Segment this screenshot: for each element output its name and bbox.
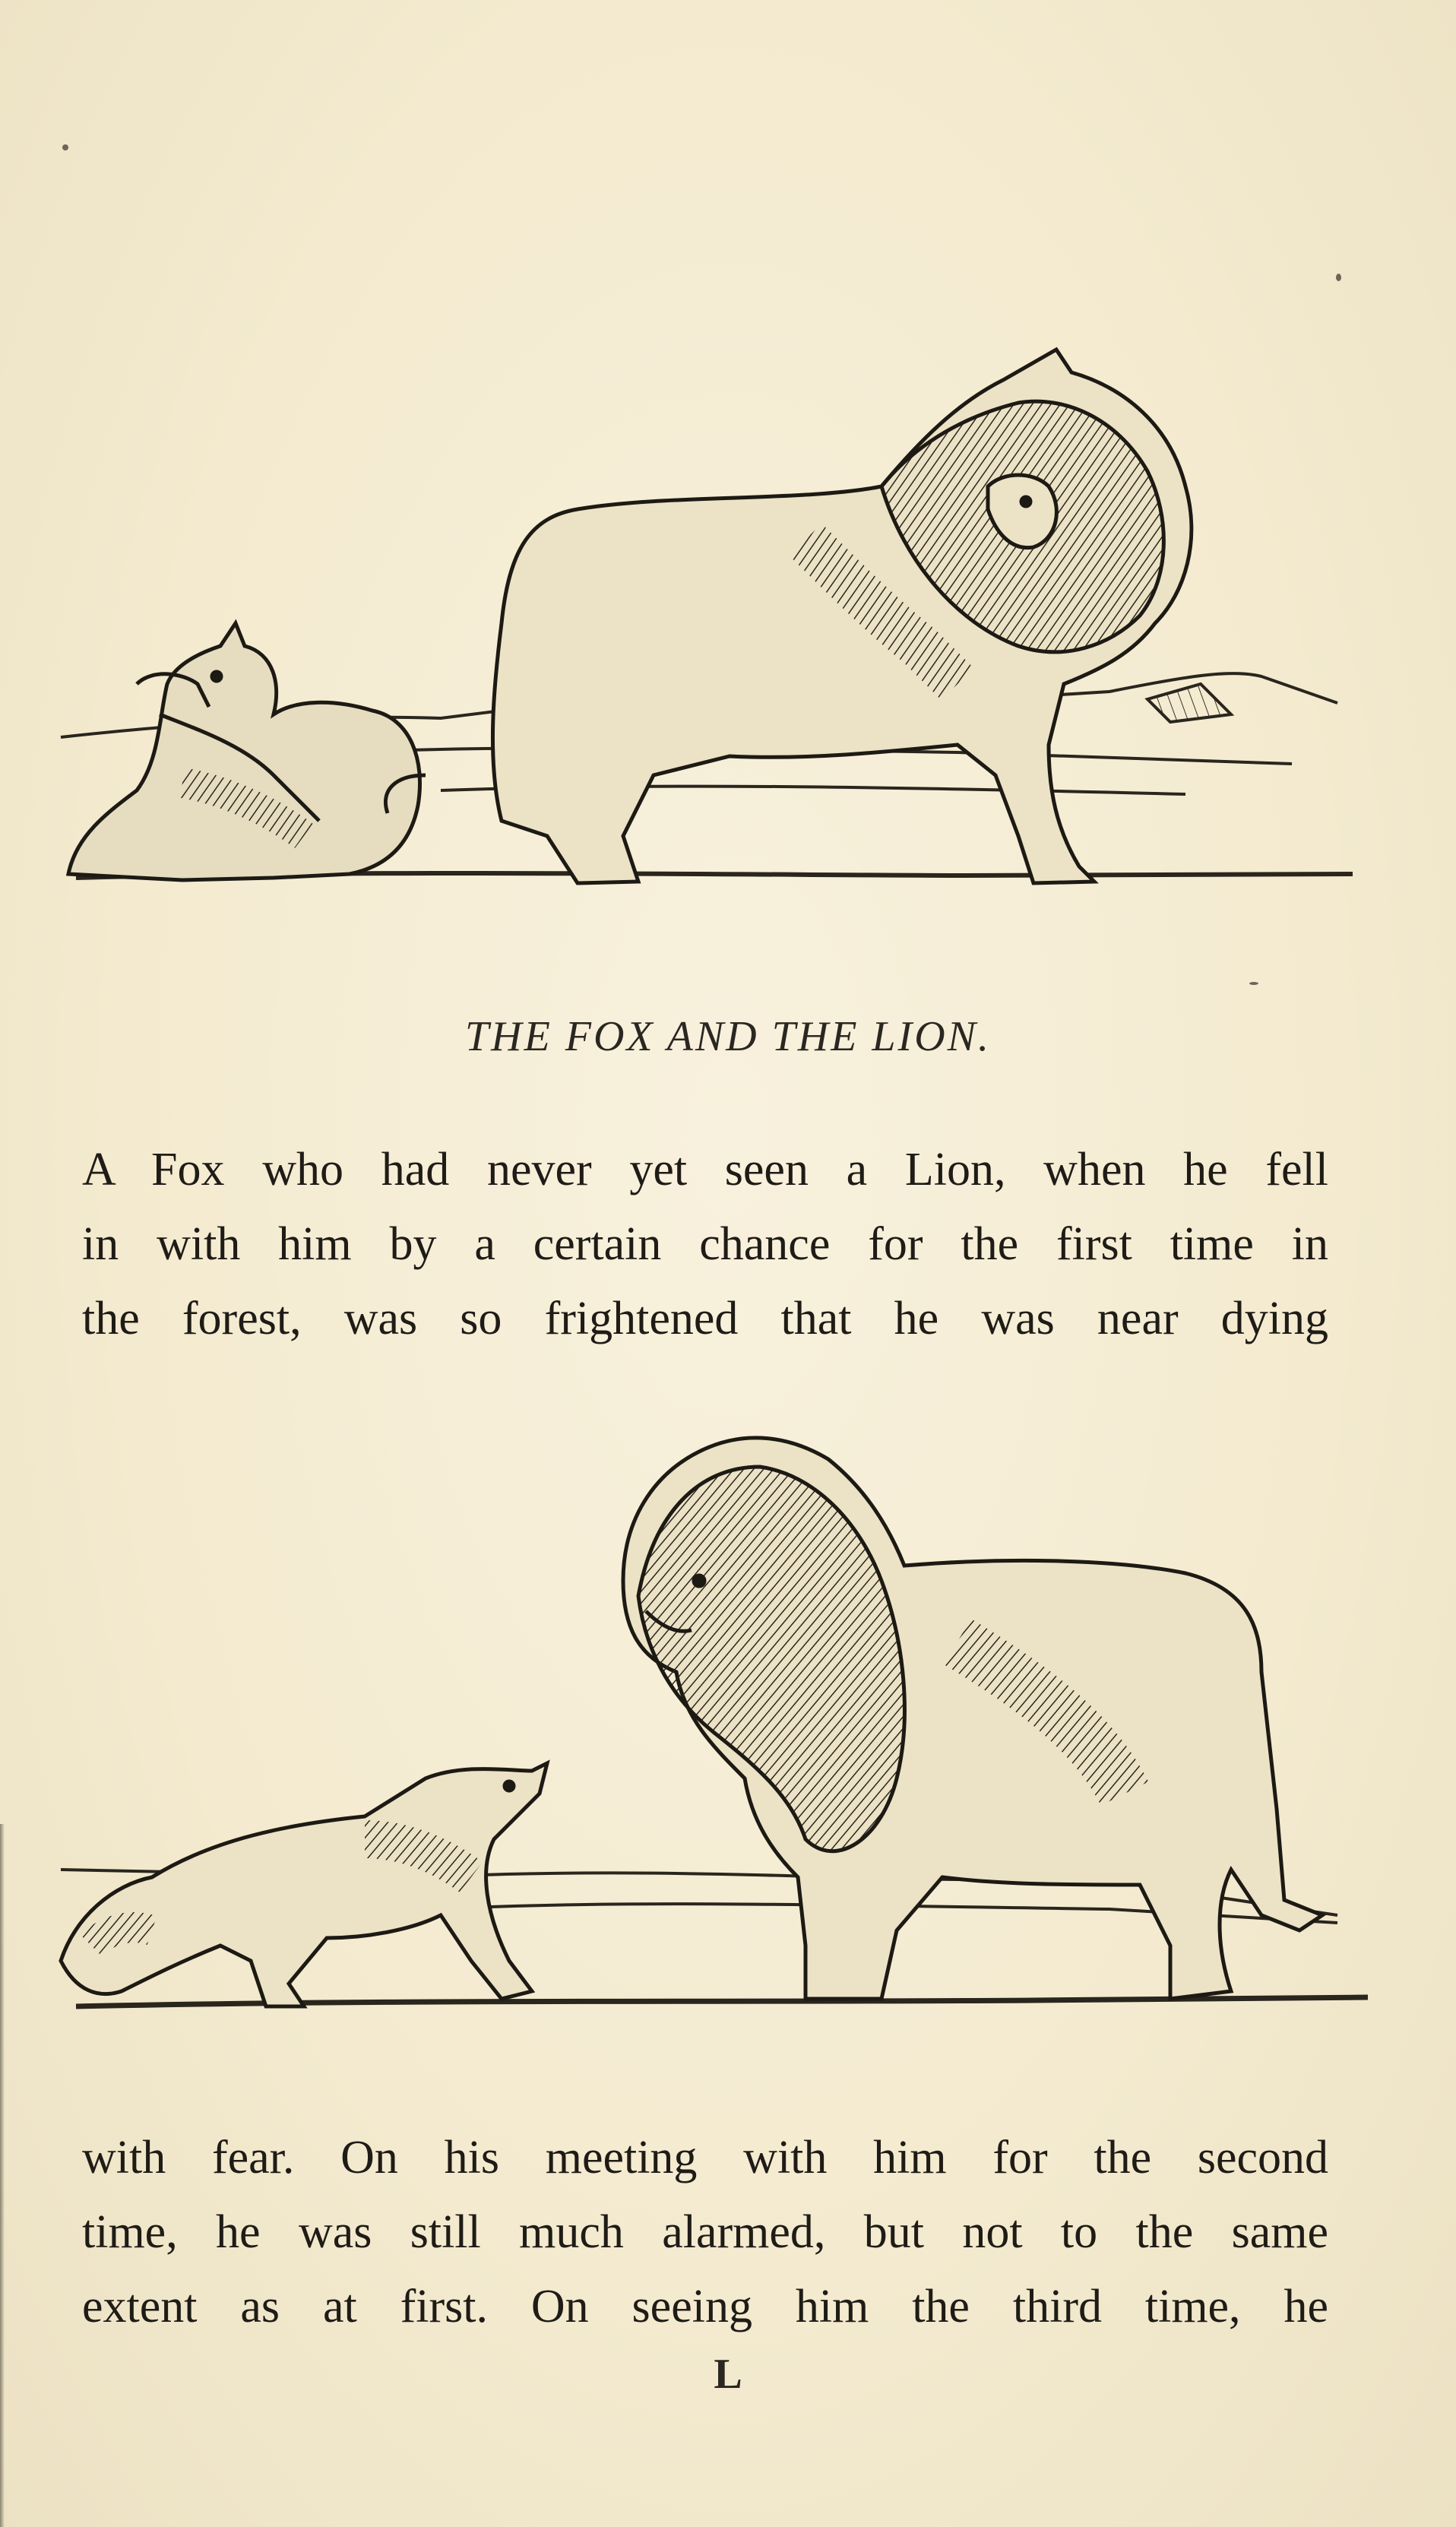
paragraph-top xyxy=(82,1132,1328,1356)
fox-figure xyxy=(68,623,420,880)
illustration-top xyxy=(46,289,1368,912)
text-line: with fear. On his meeting with him for the second xyxy=(82,2132,1328,2183)
text-line: time, he was still much alarmed, but not to the same xyxy=(82,2206,1328,2258)
fox-figure xyxy=(61,1763,547,2006)
text-line: in with him by a certain chance for the first time in xyxy=(82,1218,1328,1270)
fox-and-lion-engraving-icon xyxy=(46,1414,1383,2052)
paper-speck xyxy=(62,144,68,150)
illustration-bottom xyxy=(46,1414,1383,2052)
text-line: A Fox who had never yet seen a Lion, when he fell xyxy=(82,1144,1328,1195)
page-edge-shadow xyxy=(0,1824,5,2527)
signature-mark: L xyxy=(714,2351,742,2398)
paragraph-bottom xyxy=(82,2120,1328,2344)
story-title: THE FOX AND THE LION. xyxy=(464,1013,991,1060)
paper-speck xyxy=(1249,982,1258,985)
fox-and-lion-engraving-icon xyxy=(46,289,1368,912)
text-line: the forest, was so frightened that he was near dying xyxy=(82,1293,1328,1344)
paper-speck xyxy=(1336,274,1341,281)
lion-figure xyxy=(623,1438,1322,1999)
text-line: extent as at first. On seeing him the third time, he xyxy=(82,2281,1328,2332)
lion-figure xyxy=(385,350,1191,883)
